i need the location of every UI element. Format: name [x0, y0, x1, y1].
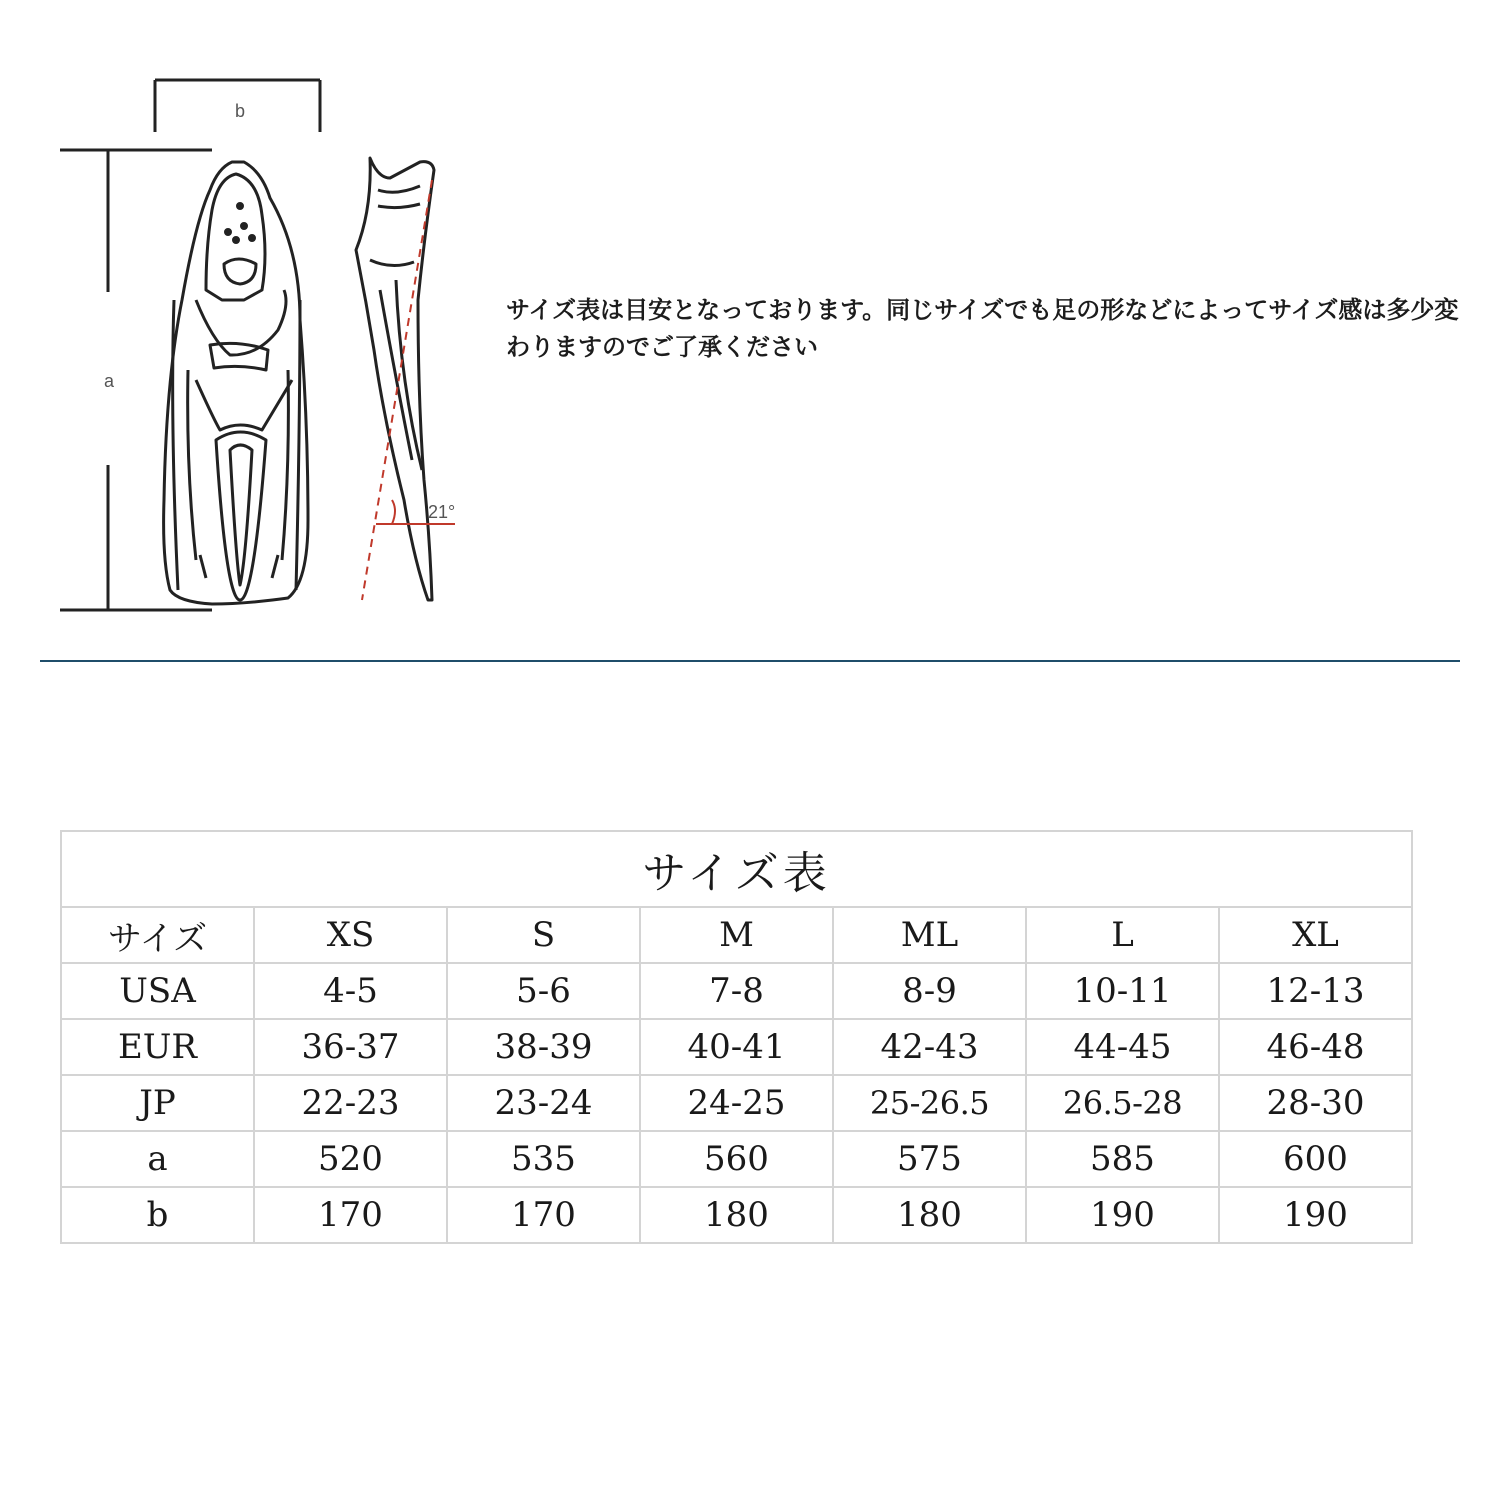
- fin-drawing: [0, 0, 500, 640]
- row-label: a: [61, 1131, 254, 1187]
- table-cell: S: [447, 907, 640, 963]
- table-cell: 585: [1026, 1131, 1219, 1187]
- table-cell: M: [640, 907, 833, 963]
- table-cell: 535: [447, 1131, 640, 1187]
- table-row: [61, 1019, 1412, 1075]
- table-cell: XS: [254, 907, 447, 963]
- angle-indicator: [362, 180, 455, 600]
- table-cell: 170: [447, 1187, 640, 1243]
- row-label: USA: [61, 963, 254, 1019]
- table-cell: 600: [1219, 1131, 1412, 1187]
- table-title: サイズ表: [61, 831, 1412, 907]
- table-cell: 25-26.5: [833, 1075, 1026, 1131]
- size-table: [60, 830, 1413, 1244]
- row-label: b: [61, 1187, 254, 1243]
- table-cell: L: [1026, 907, 1219, 963]
- table-cell: 7-8: [640, 963, 833, 1019]
- fin-front-view: [164, 162, 308, 604]
- table-row: [61, 1075, 1412, 1131]
- section-divider: [40, 660, 1460, 662]
- table-cell: 26.5-28: [1026, 1075, 1219, 1131]
- table-cell: 170: [254, 1187, 447, 1243]
- table-cell: ML: [833, 907, 1026, 963]
- table-cell: 24-25: [640, 1075, 833, 1131]
- table-row: [61, 1131, 1412, 1187]
- table-cell: 38-39: [447, 1019, 640, 1075]
- table-cell: 42-43: [833, 1019, 1026, 1075]
- table-cell: 40-41: [640, 1019, 833, 1075]
- row-label: JP: [61, 1075, 254, 1131]
- table-cell: 5-6: [447, 963, 640, 1019]
- angle-label: 21°: [428, 502, 456, 522]
- table-cell: 36-37: [254, 1019, 447, 1075]
- table-row: [61, 963, 1412, 1019]
- table-cell: 575: [833, 1131, 1026, 1187]
- table-cell: 12-13: [1219, 963, 1412, 1019]
- label-b: b: [235, 101, 246, 121]
- table-cell: 560: [640, 1131, 833, 1187]
- table-cell: 46-48: [1219, 1019, 1412, 1075]
- table-cell: 180: [833, 1187, 1026, 1243]
- table-cell: 8-9: [833, 963, 1026, 1019]
- label-a: a: [104, 371, 115, 391]
- row-label: EUR: [61, 1019, 254, 1075]
- table-cell: XL: [1219, 907, 1412, 963]
- row-label: サイズ: [61, 907, 254, 963]
- table-cell: 28-30: [1219, 1075, 1412, 1131]
- table-cell: 44-45: [1026, 1019, 1219, 1075]
- table-cell: 520: [254, 1131, 447, 1187]
- size-note: サイズ表は目安となっております。同じサイズでも足の形などによってサイズ感は多少変わりますのでご了承ください: [506, 296, 1459, 361]
- table-row: [61, 907, 1412, 963]
- table-title-row: [61, 831, 1412, 907]
- table-cell: 10-11: [1026, 963, 1219, 1019]
- table-cell: 4-5: [254, 963, 447, 1019]
- table-cell: 180: [640, 1187, 833, 1243]
- table-cell: 23-24: [447, 1075, 640, 1131]
- table-cell: 190: [1026, 1187, 1219, 1243]
- fin-side-view: [356, 158, 434, 600]
- table-cell: 190: [1219, 1187, 1412, 1243]
- table-row: [61, 1187, 1412, 1243]
- table-cell: 22-23: [254, 1075, 447, 1131]
- fin-diagram: [0, 0, 500, 640]
